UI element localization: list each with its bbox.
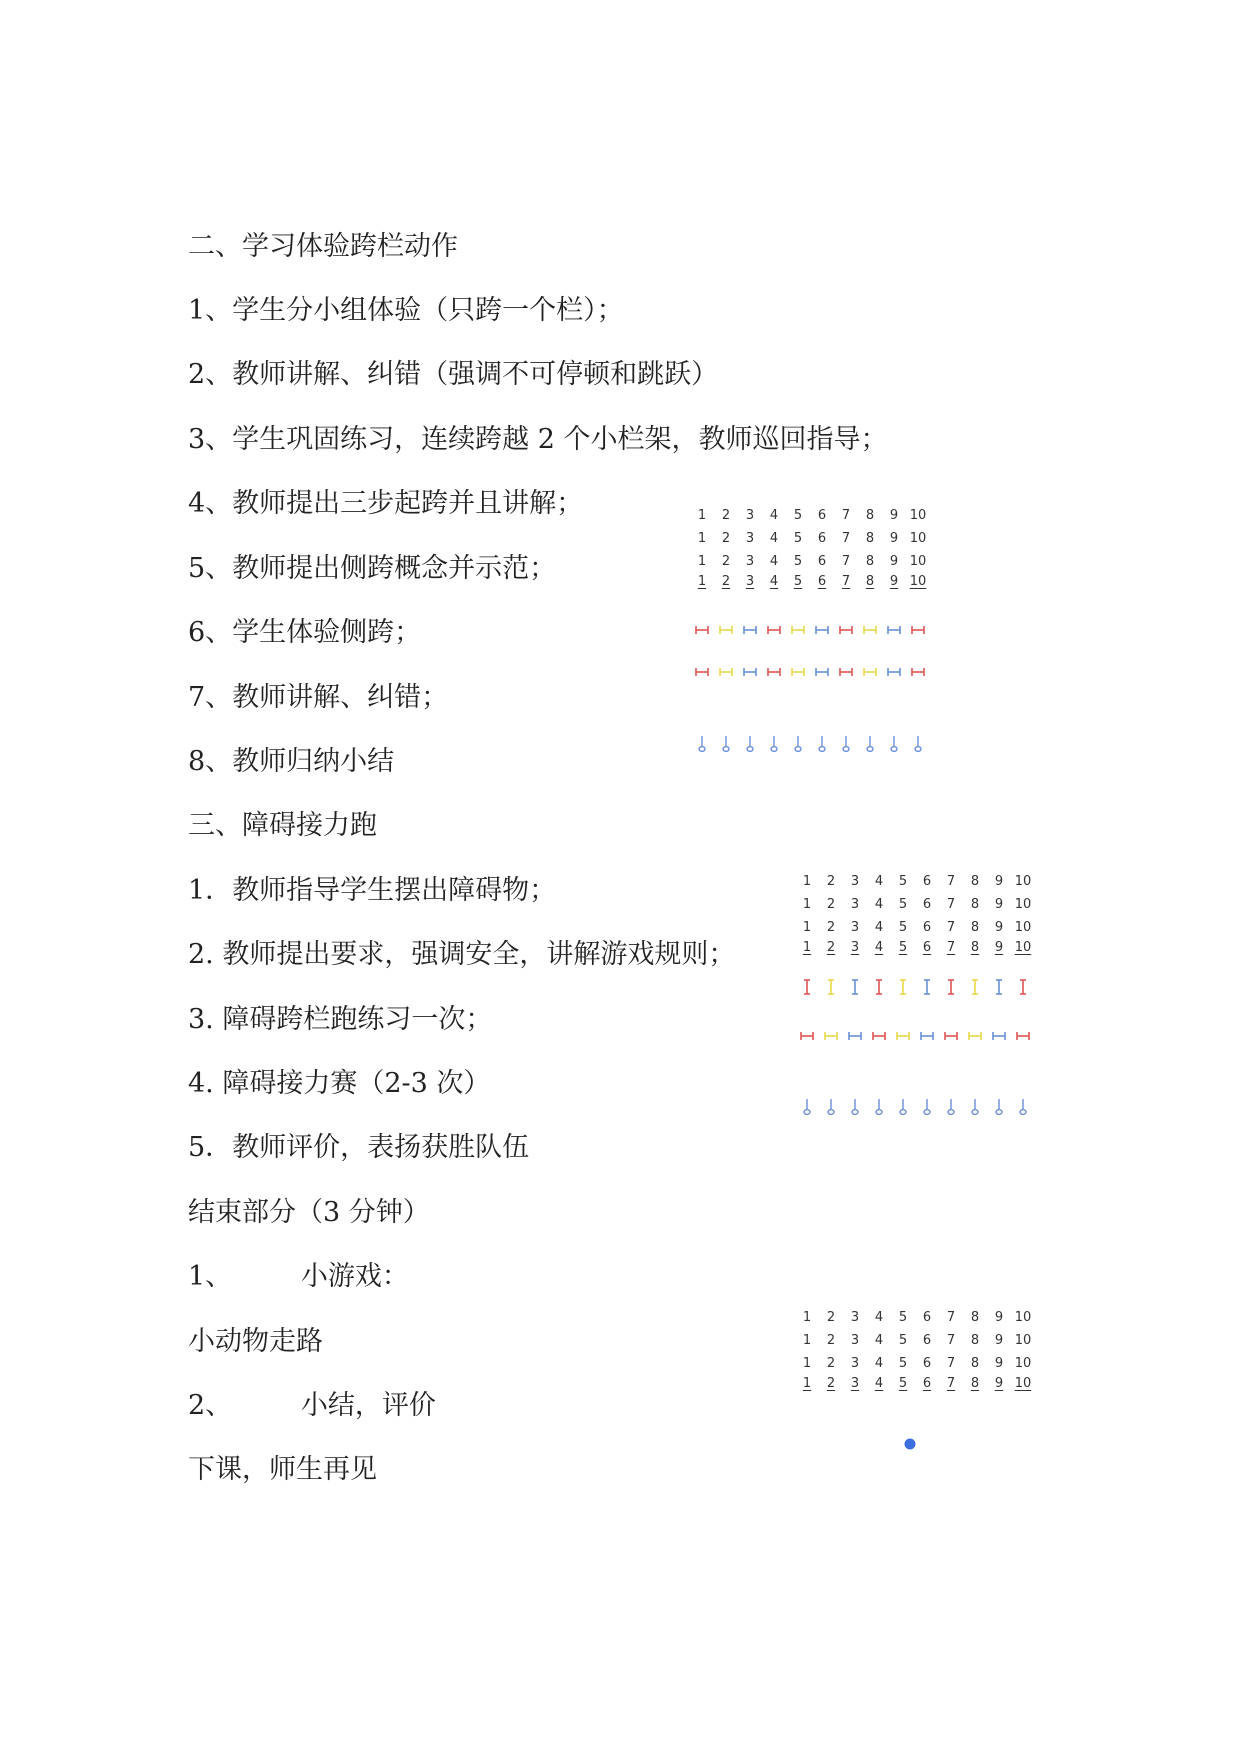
position-number: 5 [898, 1333, 908, 1348]
side-hurdle-icon [743, 664, 757, 682]
marker-cone-icon [817, 735, 827, 758]
position-number: 2 [721, 531, 731, 546]
upright-hurdle-icon [898, 979, 908, 1000]
teacher-position-icon [904, 1437, 916, 1455]
position-number: 6 [922, 940, 932, 955]
section-heading-ending: 结束部分（3 分钟） [188, 1197, 430, 1228]
position-number: 6 [817, 554, 827, 569]
position-number: 7 [946, 1376, 956, 1391]
position-number: 4 [874, 940, 884, 955]
position-number: 3 [850, 1333, 860, 1348]
position-number: 10 [1014, 1310, 1032, 1325]
position-number: 5 [793, 554, 803, 569]
position-number: 8 [970, 1376, 980, 1391]
position-number: 5 [898, 874, 908, 889]
position-number: 6 [922, 1333, 932, 1348]
position-number: 7 [841, 531, 851, 546]
position-number: 5 [793, 574, 803, 589]
position-number: 9 [994, 874, 1004, 889]
side-hurdle-icon [695, 664, 709, 682]
position-number: 4 [769, 531, 779, 546]
position-number: 8 [970, 1310, 980, 1325]
position-number: 10 [909, 554, 927, 569]
position-number: 3 [850, 1356, 860, 1371]
marker-cone-icon [769, 735, 779, 758]
side-hurdle-icon [839, 622, 853, 640]
side-hurdle-icon [968, 1028, 982, 1046]
position-number: 10 [909, 508, 927, 523]
upright-hurdle-icon [994, 979, 1004, 1000]
position-number: 9 [889, 574, 899, 589]
position-number: 1 [802, 874, 812, 889]
position-number: 7 [946, 940, 956, 955]
position-number: 10 [909, 574, 927, 589]
relay-step-3: 3. 障碍跨栏跑练习一次； [188, 1004, 493, 1035]
side-hurdle-icon [848, 1028, 862, 1046]
side-hurdle-icon [1016, 1028, 1030, 1046]
position-number: 7 [946, 1356, 956, 1371]
position-number: 9 [889, 554, 899, 569]
position-number: 9 [994, 920, 1004, 935]
position-number: 4 [874, 1333, 884, 1348]
position-number: 10 [1014, 940, 1032, 955]
position-number: 6 [817, 574, 827, 589]
position-number: 10 [909, 531, 927, 546]
position-number: 7 [946, 1333, 956, 1348]
position-number: 10 [1014, 1376, 1032, 1391]
upright-hurdle-icon [946, 979, 956, 1000]
marker-cone-icon [913, 735, 923, 758]
marker-cone-icon [850, 1098, 860, 1121]
side-hurdle-icon [800, 1028, 814, 1046]
dismissal: 下课，师生再见 [188, 1454, 377, 1485]
position-number: 6 [922, 874, 932, 889]
step-7: 7、教师讲解、纠错； [188, 682, 449, 713]
position-number: 6 [922, 1310, 932, 1325]
position-number: 4 [874, 1356, 884, 1371]
position-number: 10 [1014, 920, 1032, 935]
side-hurdle-icon [767, 622, 781, 640]
position-number: 2 [826, 1376, 836, 1391]
step-4: 4、教师提出三步起跨并且讲解； [188, 488, 584, 519]
position-number: 3 [850, 897, 860, 912]
position-number: 3 [745, 508, 755, 523]
side-hurdle-icon [824, 1028, 838, 1046]
side-hurdle-icon [887, 664, 901, 682]
position-number: 7 [946, 920, 956, 935]
relay-step-2: 2. 教师提出要求，强调安全，讲解游戏规则； [188, 939, 736, 970]
position-number: 1 [802, 1356, 812, 1371]
position-number: 1 [802, 1310, 812, 1325]
side-hurdle-icon [695, 622, 709, 640]
side-hurdle-icon [719, 622, 733, 640]
relay-step-5: 5．教师评价，表扬获胜队伍 [188, 1132, 530, 1163]
position-number: 4 [769, 508, 779, 523]
position-number: 1 [802, 1376, 812, 1391]
marker-cone-icon [721, 735, 731, 758]
position-number: 3 [850, 1376, 860, 1391]
position-number: 5 [793, 508, 803, 523]
marker-cone-icon [898, 1098, 908, 1121]
position-number: 7 [946, 1310, 956, 1325]
position-number: 8 [970, 897, 980, 912]
position-number: 4 [874, 874, 884, 889]
position-number: 9 [994, 1356, 1004, 1371]
position-number: 5 [898, 940, 908, 955]
side-hurdle-icon [920, 1028, 934, 1046]
position-number: 3 [850, 920, 860, 935]
position-number: 4 [874, 1376, 884, 1391]
marker-cone-icon [697, 735, 707, 758]
position-number: 9 [994, 1376, 1004, 1391]
upright-hurdle-icon [826, 979, 836, 1000]
marker-cone-icon [970, 1098, 980, 1121]
side-hurdle-icon [815, 622, 829, 640]
marker-cone-icon [745, 735, 755, 758]
marker-cone-icon [826, 1098, 836, 1121]
position-number: 2 [721, 574, 731, 589]
marker-cone-icon [841, 735, 851, 758]
position-number: 3 [850, 874, 860, 889]
side-hurdle-icon [872, 1028, 886, 1046]
marker-cone-icon [865, 735, 875, 758]
position-number: 3 [745, 554, 755, 569]
position-number: 9 [994, 897, 1004, 912]
position-number: 9 [889, 508, 899, 523]
upright-hurdle-icon [1018, 979, 1028, 1000]
position-number: 8 [970, 920, 980, 935]
position-number: 7 [841, 554, 851, 569]
step-5: 5、教师提出侧跨概念并示范； [188, 553, 557, 584]
step-3: 3、学生巩固练习，连续跨越 2 个小栏架，教师巡回指导； [188, 424, 888, 455]
position-number: 10 [1014, 1356, 1032, 1371]
position-number: 5 [898, 897, 908, 912]
marker-cone-icon [922, 1098, 932, 1121]
marker-cone-icon [946, 1098, 956, 1121]
side-hurdle-icon [992, 1028, 1006, 1046]
relay-step-1: 1．教师指导学生摆出障碍物； [188, 875, 557, 906]
position-number: 6 [922, 1376, 932, 1391]
step-2: 2、教师讲解、纠错（强调不可停顿和跳跃） [188, 359, 719, 390]
ending-step-1: 1、 小游戏： [188, 1261, 409, 1292]
ending-step-2: 2、 小结，评价 [188, 1390, 436, 1421]
game-name: 小动物走路 [188, 1326, 323, 1357]
side-hurdle-icon [839, 664, 853, 682]
position-number: 1 [802, 1333, 812, 1348]
marker-cone-icon [874, 1098, 884, 1121]
position-number: 2 [826, 940, 836, 955]
position-number: 7 [946, 874, 956, 889]
position-number: 1 [802, 940, 812, 955]
side-hurdle-icon [887, 622, 901, 640]
position-number: 5 [898, 1310, 908, 1325]
formation-diagram-1 [690, 507, 960, 767]
side-hurdle-icon [719, 664, 733, 682]
upright-hurdle-icon [922, 979, 932, 1000]
side-hurdle-icon [743, 622, 757, 640]
position-number: 3 [745, 574, 755, 589]
position-number: 9 [994, 1333, 1004, 1348]
marker-cone-icon [793, 735, 803, 758]
position-number: 8 [970, 1356, 980, 1371]
step-8: 8、教师归纳小结 [188, 746, 395, 777]
position-number: 4 [874, 897, 884, 912]
position-number: 7 [946, 897, 956, 912]
position-number: 2 [826, 897, 836, 912]
position-number: 4 [874, 920, 884, 935]
position-number: 8 [970, 1333, 980, 1348]
side-hurdle-icon [911, 664, 925, 682]
position-number: 10 [1014, 1333, 1032, 1348]
position-number: 8 [865, 554, 875, 569]
position-number: 4 [769, 574, 779, 589]
position-number: 1 [697, 531, 707, 546]
position-number: 5 [898, 920, 908, 935]
step-6: 6、学生体验侧跨； [188, 617, 422, 648]
position-number: 7 [841, 508, 851, 523]
side-hurdle-icon [815, 664, 829, 682]
position-number: 3 [850, 940, 860, 955]
position-number: 10 [1014, 874, 1032, 889]
marker-cone-icon [889, 735, 899, 758]
position-number: 2 [826, 1310, 836, 1325]
position-number: 10 [1014, 897, 1032, 912]
position-number: 8 [970, 940, 980, 955]
position-number: 2 [826, 1356, 836, 1371]
side-hurdle-icon [944, 1028, 958, 1046]
side-hurdle-icon [863, 622, 877, 640]
upright-hurdle-icon [874, 979, 884, 1000]
side-hurdle-icon [791, 664, 805, 682]
position-number: 9 [994, 940, 1004, 955]
position-number: 9 [994, 1310, 1004, 1325]
position-number: 8 [970, 874, 980, 889]
marker-cone-icon [994, 1098, 1004, 1121]
formation-diagram-3 [795, 1309, 1065, 1439]
section-heading-relay: 三、障碍接力跑 [188, 810, 377, 841]
position-number: 2 [721, 508, 731, 523]
relay-step-4: 4. 障碍接力赛（2-3 次） [188, 1068, 491, 1099]
position-number: 1 [697, 508, 707, 523]
position-number: 6 [922, 1356, 932, 1371]
position-number: 6 [922, 897, 932, 912]
position-number: 3 [850, 1310, 860, 1325]
position-number: 2 [721, 554, 731, 569]
position-number: 1 [802, 897, 812, 912]
position-number: 4 [874, 1310, 884, 1325]
position-number: 9 [889, 531, 899, 546]
position-number: 1 [697, 554, 707, 569]
position-number: 1 [697, 574, 707, 589]
position-number: 5 [793, 531, 803, 546]
position-number: 1 [802, 920, 812, 935]
position-number: 6 [817, 531, 827, 546]
section-heading-hurdle-learning: 二、学习体验跨栏动作 [188, 231, 458, 262]
formation-diagram-2 [795, 873, 1065, 1123]
position-number: 6 [817, 508, 827, 523]
position-number: 5 [898, 1376, 908, 1391]
position-number: 2 [826, 874, 836, 889]
upright-hurdle-icon [802, 979, 812, 1000]
position-number: 5 [898, 1356, 908, 1371]
side-hurdle-icon [863, 664, 877, 682]
position-number: 2 [826, 1333, 836, 1348]
marker-cone-icon [802, 1098, 812, 1121]
upright-hurdle-icon [850, 979, 860, 1000]
side-hurdle-icon [791, 622, 805, 640]
side-hurdle-icon [911, 622, 925, 640]
position-number: 8 [865, 531, 875, 546]
step-1: 1、学生分小组体验（只跨一个栏）； [188, 295, 624, 326]
position-number: 6 [922, 920, 932, 935]
position-number: 2 [826, 920, 836, 935]
position-number: 8 [865, 508, 875, 523]
upright-hurdle-icon [970, 979, 980, 1000]
position-number: 4 [769, 554, 779, 569]
position-number: 7 [841, 574, 851, 589]
side-hurdle-icon [896, 1028, 910, 1046]
position-number: 3 [745, 531, 755, 546]
side-hurdle-icon [767, 664, 781, 682]
position-number: 8 [865, 574, 875, 589]
marker-cone-icon [1018, 1098, 1028, 1121]
